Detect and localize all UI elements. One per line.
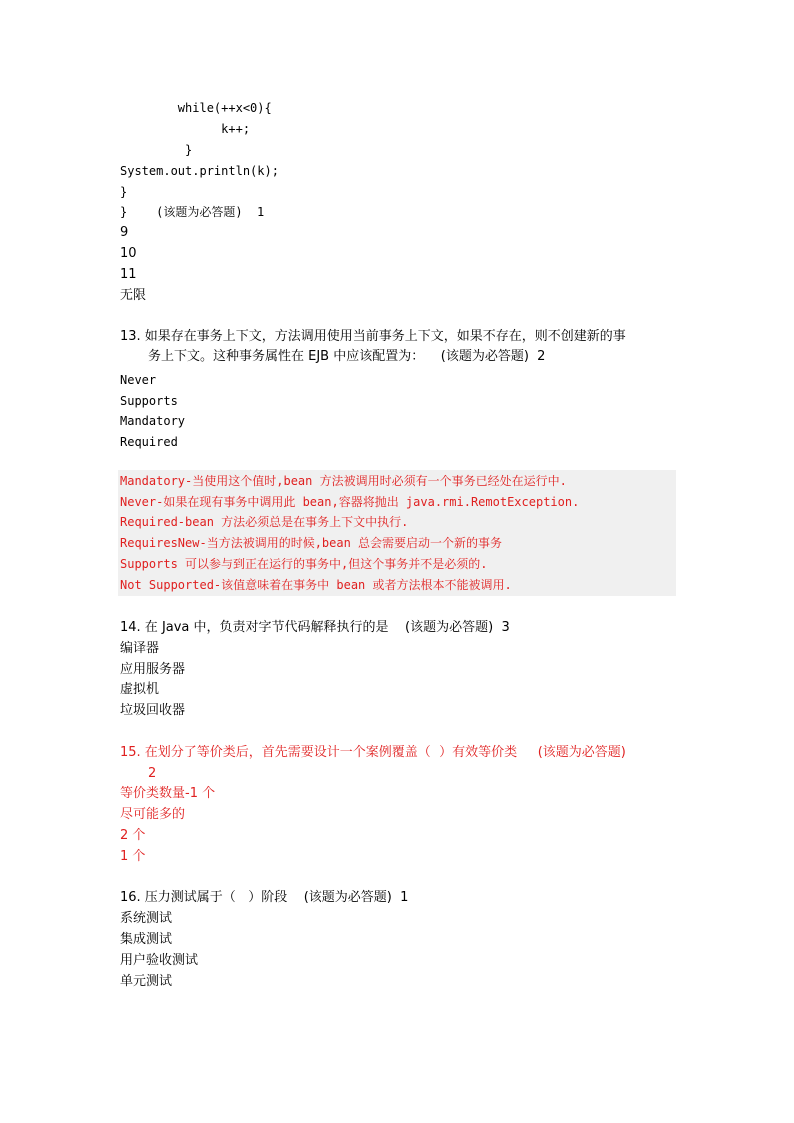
q13-question: 13. 如果存在事务上下文，方法调用使用当前事务上下文，如果不存在，则不创建新的事 bbox=[120, 329, 626, 344]
code-line: System.out.println(k); bbox=[120, 164, 279, 178]
q12-option: 9 bbox=[120, 225, 129, 240]
code-line: } bbox=[120, 185, 128, 199]
q13-question-cont: 务上下文。这种事务属性在 EJB 中应该配置为： (该题为必答题) 2 bbox=[148, 349, 546, 364]
q15-question: 15. 在划分了等价类后，首先需要设计一个案例覆盖（ ）有效等价类 (该题为必答题) bbox=[120, 745, 626, 760]
explanation-line: Supports 可以参与到正在运行的事务中,但这个事务并不是必须的. bbox=[120, 557, 488, 571]
q15-option: 等价类数量-1 个 bbox=[120, 786, 216, 801]
q12-option: 无限 bbox=[120, 288, 147, 303]
code-line: } (该题为必答题) 1 bbox=[120, 205, 265, 219]
q15-option: 尽可能多的 bbox=[120, 807, 186, 822]
q14-question: 14. 在 Java 中，负责对字节代码解释执行的是 (该题为必答题) 3 bbox=[120, 620, 510, 635]
q16-option: 集成测试 bbox=[120, 932, 173, 947]
explanation-line: Required-bean 方法必须总是在事务上下文中执行. bbox=[120, 515, 409, 529]
q16-question: 16. 压力测试属于（ ）阶段 (该题为必答题) 1 bbox=[120, 890, 409, 905]
code-line: while(++x<0){ bbox=[120, 101, 272, 115]
q13-explanation-box bbox=[118, 470, 676, 596]
explanation-line: Mandatory-当使用这个值时,bean 方法被调用时必须有一个事务已经处在运行中. bbox=[120, 474, 567, 488]
q14-option: 虚拟机 bbox=[120, 682, 160, 697]
q12-option: 10 bbox=[120, 246, 137, 261]
q16-option: 系统测试 bbox=[120, 911, 173, 926]
explanation-line: Not Supported-该值意味着在事务中 bean 或者方法根本不能被调用. bbox=[120, 578, 512, 592]
q15-question-cont: 2 bbox=[148, 766, 157, 781]
q14-option: 垃圾回收器 bbox=[120, 703, 186, 718]
q13-option: Supports bbox=[120, 394, 178, 408]
q12-option: 11 bbox=[120, 267, 137, 282]
q15-option: 2 个 bbox=[120, 828, 146, 843]
q14-option: 应用服务器 bbox=[120, 662, 186, 677]
q14-option: 编译器 bbox=[120, 641, 160, 656]
q13-option: Mandatory bbox=[120, 414, 186, 428]
explanation-line: Never-如果在现有事务中调用此 bean,容器将抛出 java.rmi.RemotException. bbox=[120, 495, 580, 509]
q13-option: Never bbox=[120, 373, 157, 387]
q13-option: Required bbox=[120, 435, 178, 449]
q16-option: 用户验收测试 bbox=[120, 953, 199, 968]
q15-option: 1 个 bbox=[120, 849, 146, 864]
code-line: } bbox=[120, 143, 193, 157]
code-line: k++; bbox=[120, 122, 251, 136]
explanation-line: RequiresNew-当方法被调用的时候,bean 总会需要启动一个新的事务 bbox=[120, 536, 503, 550]
q16-option: 单元测试 bbox=[120, 974, 173, 989]
